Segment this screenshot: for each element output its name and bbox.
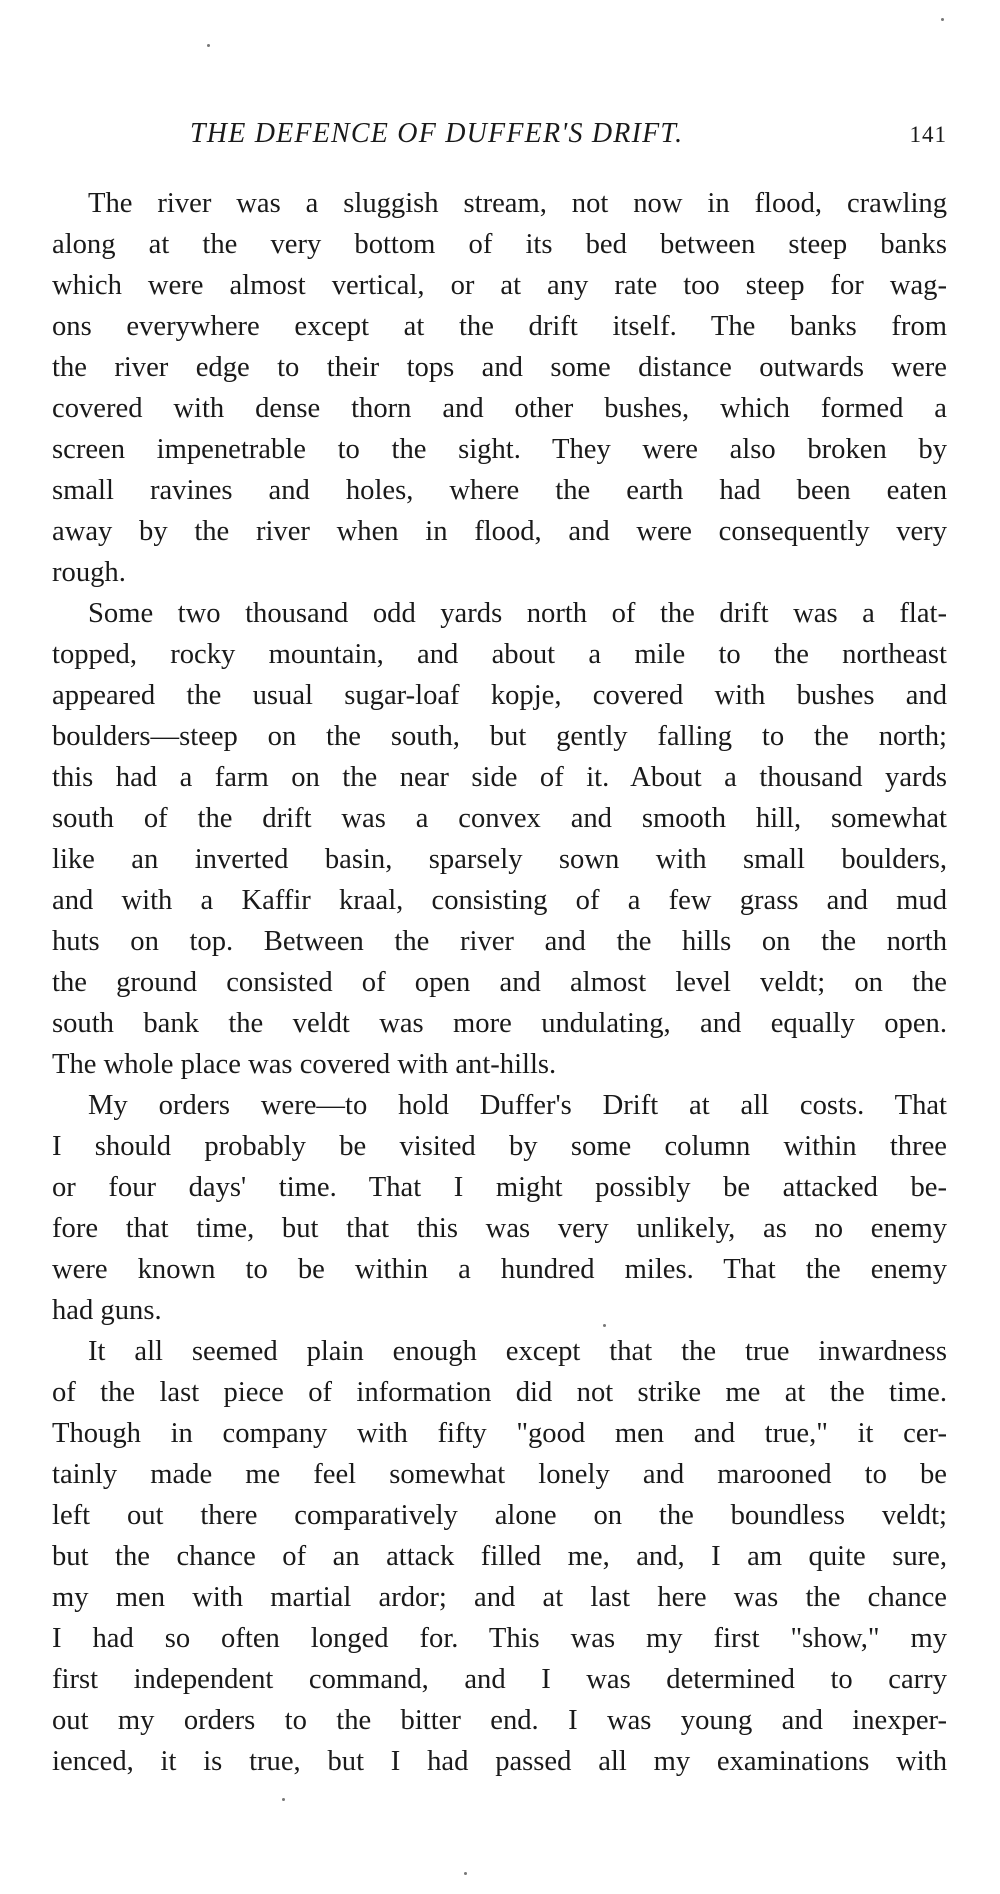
text-line: small ravines and holes, where the earth had been eaten [52,475,947,506]
text-line: had guns. [52,1295,162,1326]
scan-speck [941,18,944,21]
text-line: were known to be within a hundred miles. That the enemy [52,1254,947,1285]
text-line: away by the river when in flood, and were consequently very [52,516,947,547]
text-line: and with a Kaffir kraal, consisting of a few grass and mud [52,885,947,916]
text-line: the river edge to their tops and some distance outwards were [52,352,947,383]
text-line: I had so often longed for. This was my first "show," my [52,1623,947,1654]
text-line: appeared the usual sugar-loaf kopje, covered with bushes and [52,680,947,711]
paragraph-orders [52,1085,947,1331]
paragraph-command [52,1331,947,1782]
text-line: but the chance of an attack filled me, and, I am quite sure, [52,1541,947,1572]
text-line: I should probably be visited by some column within three [52,1131,947,1162]
text-line: the ground consisted of open and almost level veldt; on the [52,967,947,998]
text-line: along at the very bottom of its bed between steep banks [52,229,947,260]
text-line: which were almost vertical, or at any rate too steep for wag- [52,270,947,301]
text-line: out my orders to the bitter end. I was young and inexper- [52,1705,947,1736]
body-text [52,183,947,1782]
text-line: topped, rocky mountain, and about a mile to the northeast [52,639,947,670]
text-line: south of the drift was a convex and smooth hill, somewhat [52,803,947,834]
text-line: of the last piece of information did not strike me at the time. [52,1377,947,1408]
scan-speck [603,1324,606,1327]
text-line: huts on top. Between the river and the hills on the north [52,926,947,957]
text-line: left out there comparatively alone on the boundless veldt; [52,1500,947,1531]
paragraph-river [52,183,947,593]
text-line: fore that time, but that this was very unlikely, as no enemy [52,1213,947,1244]
scan-speck [464,1872,467,1875]
running-header [52,118,947,158]
text-line: The whole place was covered with ant-hills. [52,1049,557,1080]
scan-speck [207,44,210,47]
scan-speck [282,1798,285,1801]
page-number: 141 [909,122,947,147]
text-line: rough. [52,557,126,588]
text-line: tainly made me feel somewhat lonely and marooned to be [52,1459,947,1490]
text-line: Some two thousand odd yards north of the drift was a flat- [88,598,947,629]
text-line: this had a farm on the near side of it. About a thousand yards [52,762,947,793]
running-title: THE DEFENCE OF DUFFER'S DRIFT. [190,118,684,149]
text-line: like an inverted basin, sparsely sown with small boulders, [52,844,947,875]
text-line: covered with dense thorn and other bushes, which formed a [52,393,947,424]
text-line: south bank the veldt was more undulating, and equally open. [52,1008,947,1039]
text-line: ons everywhere except at the drift itself. The banks from [52,311,947,342]
text-line: boulders—steep on the south, but gently falling to the north; [52,721,947,752]
text-line: or four days' time. That I might possibly be attacked be- [52,1172,947,1203]
text-line: my men with martial ardor; and at last here was the chance [52,1582,947,1613]
text-line: first independent command, and I was determined to carry [52,1664,947,1695]
text-line: It all seemed plain enough except that the true inwardness [88,1336,947,1367]
text-line: screen impenetrable to the sight. They were also broken by [52,434,947,465]
paragraph-terrain [52,593,947,1085]
text-line: ienced, it is true, but I had passed all my examinations with [52,1746,947,1777]
text-line: Though in company with fifty "good men and true," it cer- [52,1418,947,1449]
text-line: The river was a sluggish stream, not now in flood, crawling [88,188,947,219]
text-line: My orders were—to hold Duffer's Drift at all costs. That [88,1090,947,1121]
